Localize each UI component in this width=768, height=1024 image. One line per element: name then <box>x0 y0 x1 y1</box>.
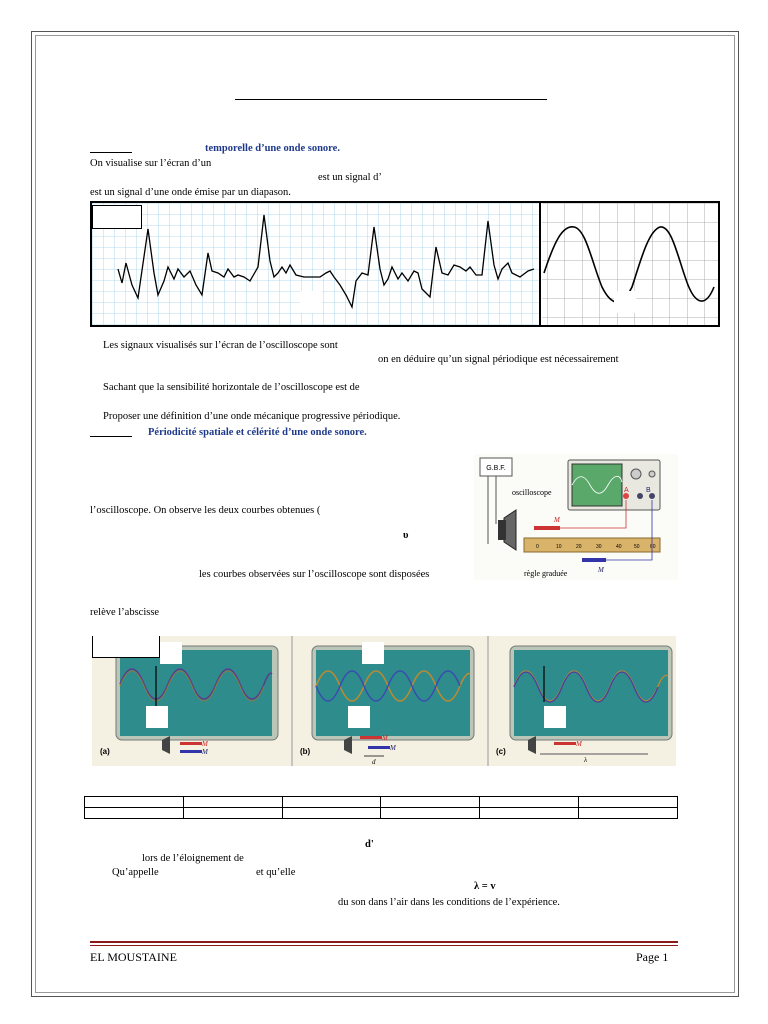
title-underline <box>235 99 547 100</box>
footer-rule-thick <box>90 941 678 943</box>
table-row <box>85 797 678 808</box>
figure-a-blank-bottom <box>146 706 168 728</box>
table-cell <box>85 808 184 819</box>
section1-line2: est un signal d’ <box>318 172 382 183</box>
channel-b: B <box>646 487 651 494</box>
ruler-tick-20: 20 <box>576 544 582 550</box>
section2-number: ________ <box>90 427 132 438</box>
section1-line3: est un signal d’une onde émise par un diapason. <box>90 187 291 198</box>
figures-label-box <box>92 636 160 658</box>
figure-b-m1: M <box>382 734 388 742</box>
section1-title: temporelle d’une onde sonore. <box>205 143 340 154</box>
section3-line2b: et qu’elle <box>256 867 296 878</box>
oscilloscope-label: oscilloscope <box>512 488 552 497</box>
gbf-label: G.B.F. <box>486 465 506 472</box>
question-3: Proposer une définition d’une onde mécanique progressive périodique. <box>103 411 401 422</box>
section2-line3: relève l’abscisse <box>90 607 160 618</box>
ruler-label: règle graduée <box>524 569 568 578</box>
table-cell <box>183 797 282 808</box>
figure-a-blank-top <box>160 642 182 664</box>
apparatus-diagram <box>474 454 678 580</box>
figure-b-blank-top <box>362 642 384 664</box>
channel-a: A <box>624 487 629 494</box>
table-cell <box>282 797 381 808</box>
figure-c-m1: M <box>576 740 582 748</box>
figures-strip <box>92 636 676 766</box>
footer-page-number: Page 1 <box>636 950 669 964</box>
section3-line3: du son dans l’air dans les conditions de l’expérience. <box>338 897 560 908</box>
table-cell <box>282 808 381 819</box>
table-cell <box>381 808 480 819</box>
section3-line1: lors de l’éloignement de <box>142 853 244 864</box>
figure-a <box>100 646 278 756</box>
figure-c-label: (c) <box>496 747 506 756</box>
ruler-tick-50: 50 <box>634 544 640 550</box>
ruler-tick-40: 40 <box>616 544 622 550</box>
question-2: Sachant que la sensibilité horizontale de l’oscilloscope est de <box>103 382 360 393</box>
figure-c-lambda: λ <box>584 756 588 764</box>
table-cell <box>579 797 678 808</box>
table-cell <box>579 808 678 819</box>
oscillogram-panel <box>90 201 720 327</box>
panel-label-box <box>92 205 142 229</box>
table-cell <box>183 808 282 819</box>
ruler-tick-60: 60 <box>650 544 656 550</box>
table-cell <box>381 797 480 808</box>
nu-symbol: υ <box>403 530 409 541</box>
results-table <box>84 796 678 819</box>
ruler-tick-30: 30 <box>596 544 602 550</box>
table-cell <box>480 808 579 819</box>
d-prime-symbol: d' <box>365 839 374 850</box>
table-cell <box>85 797 184 808</box>
ruler-tick-0: 0 <box>536 544 539 550</box>
label-blank-1 <box>300 291 322 313</box>
figure-c <box>496 646 672 764</box>
figure-b-d: d <box>372 758 376 766</box>
figure-b-m2: M <box>390 744 396 752</box>
footer-rule-thin <box>90 945 678 946</box>
figure-a-m2: M <box>202 748 208 756</box>
section2-line2: les courbes observées sur l’oscilloscope sont disposées <box>199 569 430 580</box>
lambda-formula: λ = v <box>474 881 496 892</box>
ruler-tick-10: 10 <box>556 544 562 550</box>
question-1: Les signaux visualisés sur l’écran de l’oscilloscope sont <box>103 340 338 351</box>
figure-c-blank-bottom <box>544 706 566 728</box>
footer-author: EL MOUSTAINE <box>90 950 177 964</box>
section1-number: ________ <box>90 143 132 154</box>
figure-a-m1: M <box>202 740 208 748</box>
table-row <box>85 808 678 819</box>
figure-b <box>300 646 474 766</box>
section3-line2a: Qu’appelle <box>112 867 159 878</box>
figure-b-label: (b) <box>300 747 311 756</box>
table-cell <box>480 797 579 808</box>
figure-b-blank-bottom <box>348 706 370 728</box>
section2-line1: l’oscilloscope. On observe les deux courbes obtenues ( <box>90 505 321 516</box>
label-blank-2 <box>614 291 636 313</box>
figure-a-label: (a) <box>100 747 110 756</box>
m2-label: M <box>598 566 604 574</box>
m1-label: M <box>554 516 560 524</box>
question-1b: on en déduire qu’un signal périodique est nécessairement <box>378 354 619 365</box>
section2-title: Périodicité spatiale et célérité d’une onde sonore. <box>148 427 367 438</box>
section1-line1: On visualise sur l’écran d’un <box>90 158 212 169</box>
